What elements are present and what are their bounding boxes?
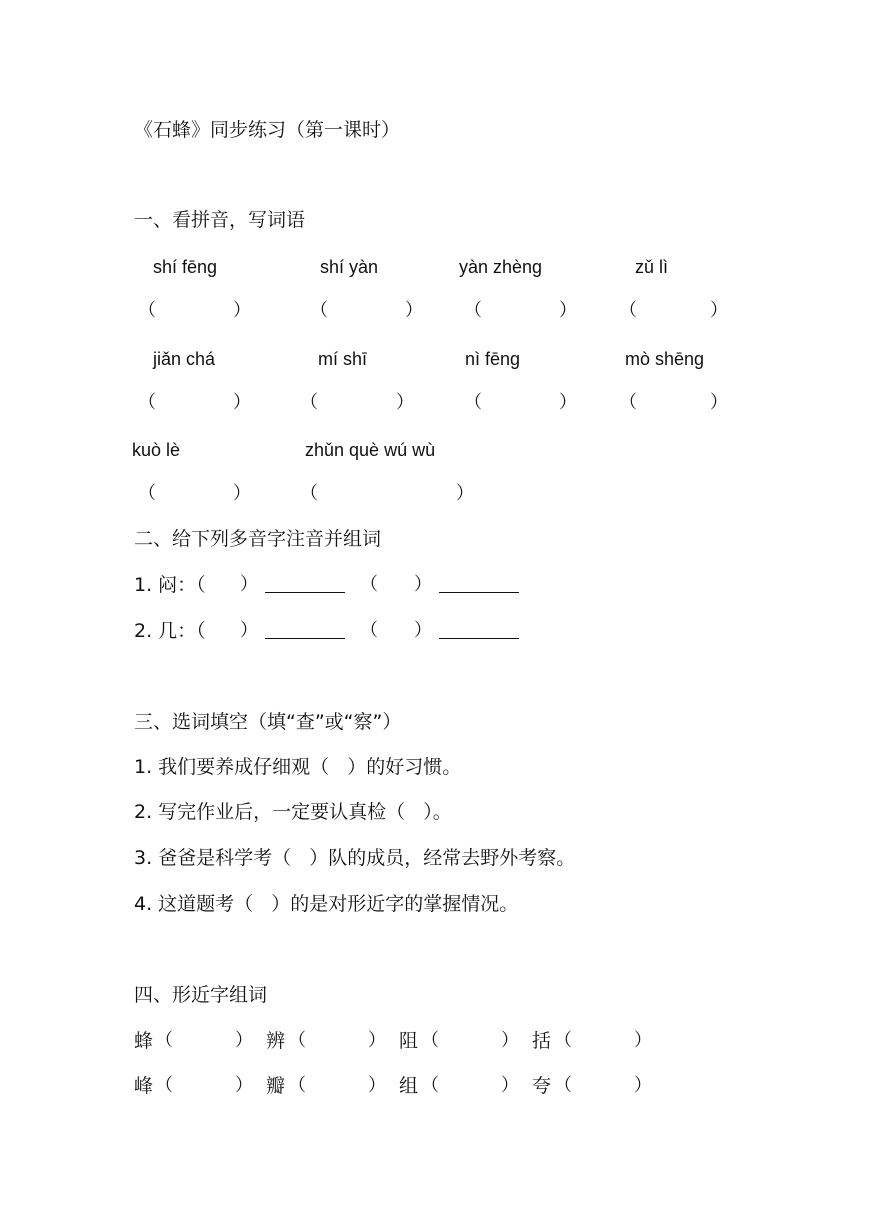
pinyin-label: mí shī [318, 349, 368, 369]
answer-paren-open: （ [421, 1030, 439, 1051]
answer-paren-open: （ [138, 392, 156, 413]
answer-paren-open: （ [360, 574, 378, 595]
answer-paren-close: ） [368, 1075, 386, 1096]
answer-paren-close: ） [559, 392, 577, 413]
answer-paren-open: （ [300, 483, 318, 504]
similar-char: 夸 [532, 1075, 552, 1097]
similar-char: 阻 [399, 1030, 419, 1052]
pinyin-label: kuò lè [132, 440, 181, 460]
polyphone-item-label: 1. 闷：（ [134, 574, 206, 596]
answer-paren-open: （ [138, 483, 156, 504]
answer-paren-open: （ [421, 1075, 439, 1096]
answer-paren-close: ） [559, 300, 577, 321]
answer-paren-close: ） [414, 620, 432, 641]
answer-blank [265, 638, 345, 639]
pinyin-label: shí fēng [153, 257, 218, 277]
answer-paren-open: （ [288, 1075, 306, 1096]
answer-paren-close: ） [233, 483, 251, 504]
answer-paren-close: ） [710, 300, 728, 321]
section-4-heading: 四、形近字组词 [134, 984, 268, 1006]
answer-paren-open: （ [619, 392, 637, 413]
pinyin-label: zhǔn què wú wù [305, 440, 436, 460]
answer-blank [439, 592, 519, 593]
answer-paren-close: ） [634, 1075, 652, 1096]
answer-paren-open: （ [464, 300, 482, 321]
answer-paren-close: ） [396, 392, 414, 413]
answer-blank [265, 592, 345, 593]
similar-char: 括 [532, 1030, 552, 1052]
answer-paren-open: （ [464, 392, 482, 413]
answer-paren-close: ） [235, 1030, 253, 1051]
answer-paren-close: ） [501, 1075, 519, 1096]
answer-paren-open: （ [554, 1030, 572, 1051]
answer-paren-close: ） [240, 620, 258, 641]
answer-paren-close: ） [405, 300, 423, 321]
answer-paren-close: ） [501, 1030, 519, 1051]
answer-paren-open: （ [310, 300, 328, 321]
answer-paren-open: （ [138, 300, 156, 321]
answer-paren-open: （ [155, 1075, 173, 1096]
similar-char: 组 [399, 1075, 419, 1097]
answer-paren-close: ） [710, 392, 728, 413]
answer-paren-open: （ [300, 392, 318, 413]
similar-char: 蜂 [134, 1030, 154, 1052]
section-1-heading: 一、看拼音，写词语 [134, 209, 306, 231]
pinyin-label: jiǎn chá [153, 349, 216, 369]
section-3-heading: 三、选词填空（填“查”或“察”） [134, 711, 402, 733]
pinyin-label: shí yàn [320, 257, 379, 277]
answer-paren-close: ） [634, 1030, 652, 1051]
fill-blank-sentence: 4. 这道题考（ ）的是对形近字的掌握情况。 [134, 893, 519, 915]
fill-blank-sentence: 1. 我们要养成仔细观（ ）的好习惯。 [134, 756, 462, 778]
pinyin-label: nì fēng [465, 349, 521, 369]
answer-paren-close: ） [368, 1030, 386, 1051]
answer-blank [439, 638, 519, 639]
answer-paren-close: ） [233, 392, 251, 413]
similar-char: 峰 [134, 1075, 154, 1097]
answer-paren-close: ） [456, 483, 474, 504]
answer-paren-close: ） [240, 574, 258, 595]
section-2-heading: 二、给下列多音字注音并组词 [134, 528, 382, 550]
similar-char: 辨 [266, 1030, 286, 1052]
answer-paren-close: ） [235, 1075, 253, 1096]
similar-char: 瓣 [266, 1075, 286, 1097]
answer-paren-close: ） [414, 574, 432, 595]
answer-paren-close: ） [233, 300, 251, 321]
answer-paren-open: （ [155, 1030, 173, 1051]
pinyin-label: mò shēng [625, 349, 705, 369]
answer-paren-open: （ [554, 1075, 572, 1096]
polyphone-item-label: 2. 几：（ [134, 620, 206, 642]
fill-blank-sentence: 3. 爸爸是科学考（ ）队的成员，经常去野外考察。 [134, 847, 576, 869]
pinyin-label: zǔ lì [635, 257, 669, 277]
answer-paren-open: （ [288, 1030, 306, 1051]
fill-blank-sentence: 2. 写完作业后，一定要认真检（ ）。 [134, 801, 452, 823]
answer-paren-open: （ [360, 620, 378, 641]
page-title: 《石蜂》同步练习（第一课时） [134, 119, 401, 141]
answer-paren-open: （ [619, 300, 637, 321]
pinyin-label: yàn zhèng [459, 257, 543, 277]
